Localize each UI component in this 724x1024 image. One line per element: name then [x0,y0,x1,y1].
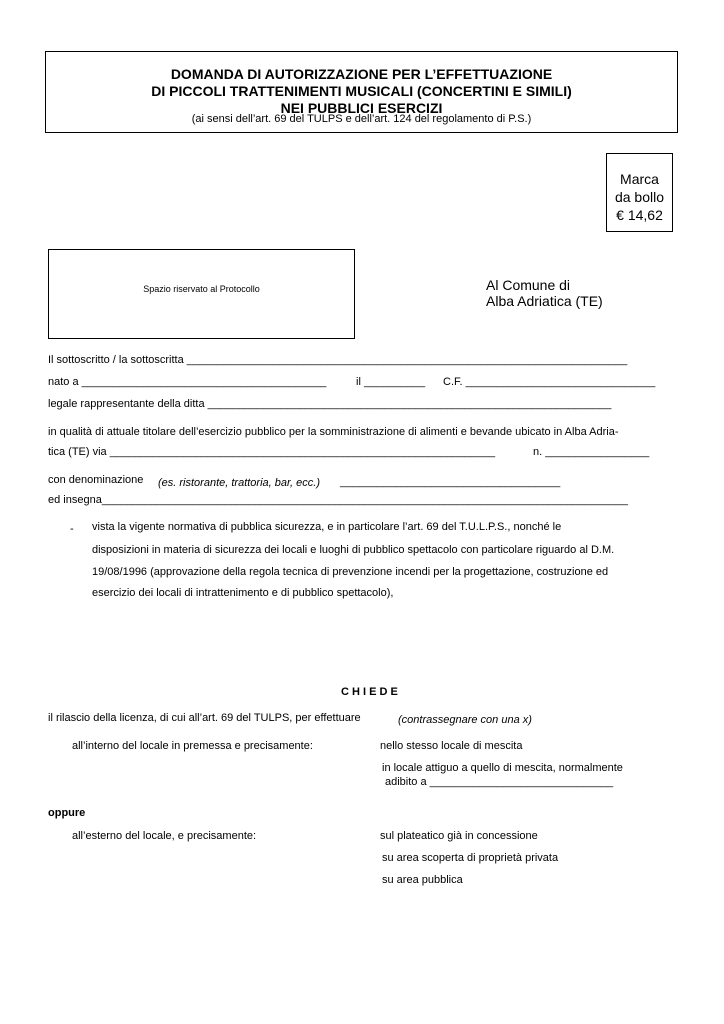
document-subtitle: (ai sensi dell’art. 69 del TULPS e dell’art. 124 del regolamento di P.S.) [191,113,532,125]
title-line-1: DOMANDA DI AUTORIZZAZIONE PER L’EFFETTUAZIONE [170,66,553,82]
stamp-line-1: Marca [620,171,659,187]
title-line-3: NEI PUBBLICI ESERCIZI [280,100,443,116]
birthplace-field[interactable]: nato a ________________________________________ [48,376,327,388]
street-field[interactable]: tica (TE) via _______________________________________________________________ [48,446,496,458]
option-public-area[interactable]: su area pubblica [382,874,463,886]
option-same-room[interactable]: nello stesso locale di mescita [380,740,523,752]
document-header [45,51,678,133]
adjacent-room-use-field[interactable]: adibito a ______________________________ [385,776,614,788]
or-label: oppure [48,807,86,819]
title-line-2: DI PICCOLI TRATTENIMENTI MUSICALI (CONCERTINI E SIMILI) [151,83,572,99]
tax-code-field[interactable]: C.F. _______________________________ [443,376,656,388]
option-adjacent-room[interactable]: in locale attiguo a quello di mescita, normalmente [382,762,623,774]
request-intro: il rilascio della licenza, di cui all’art. 69 del TULPS, per effettuare [48,712,361,724]
legal-representative-field[interactable]: legale rappresentante della ditta __________________________________________________________________ [48,398,612,410]
revenue-stamp-box [606,153,673,232]
recipient-line-1: Al Comune di [486,277,571,293]
signatory-field[interactable]: Il sottoscritto / la sottoscritta ________________________________________________________________________ [48,354,628,366]
denomination-field[interactable]: ____________________________________ [340,476,561,488]
denomination-label: con denominazione [48,474,144,486]
recipient-line-2: Alba Adriatica (TE) [486,293,603,309]
consideration-line-2: disposizioni in materia di sicurezza dei locali e luoghi di pubblico spettacolo con particolare riguardo al D.M. [92,544,615,556]
stamp-line-2: da bollo [614,189,665,205]
outside-label: all’esterno del locale, e precisamente: [72,830,257,842]
bullet-dash: - [70,523,74,535]
request-heading: C H I E D E [341,686,398,698]
protocol-label: Spazio riservato al Protocollo [143,284,260,294]
option-concession-area[interactable]: sul plateatico già in concessione [380,830,538,842]
birthdate-field[interactable]: il __________ [356,376,426,388]
protocol-box [48,249,355,339]
inside-label: all’interno del locale in premessa e precisamente: [72,740,313,752]
stamp-line-3: € 14,62 [616,207,663,223]
request-instruction: (contrassegnare con una x) [398,714,532,726]
owner-text-line-1: in qualità di attuale titolare dell’esercizio pubblico per la somministrazione di alimenti e bevande ubicato in Alba Adria- [48,426,619,438]
option-private-open-area[interactable]: su area scoperta di proprietà privata [382,852,559,864]
sign-name-field[interactable]: ed insegna______________________________________________________________________________________ [48,494,628,506]
consideration-line-1: vista la vigente normativa di pubblica sicurezza, e in particolare l’art. 69 del T.U.L.P.S., nonché le [92,521,562,533]
street-number-field[interactable]: n. _________________ [533,446,650,458]
consideration-line-4: esercizio dei locali di intrattenimento e di pubblico spettacolo), [92,587,394,599]
consideration-line-3: 19/08/1996 (approvazione della regola tecnica di prevenzione incendi per la progettazione, costruzione ed [92,566,609,578]
denomination-example: (es. ristorante, trattoria, bar, ecc.) [158,477,321,489]
